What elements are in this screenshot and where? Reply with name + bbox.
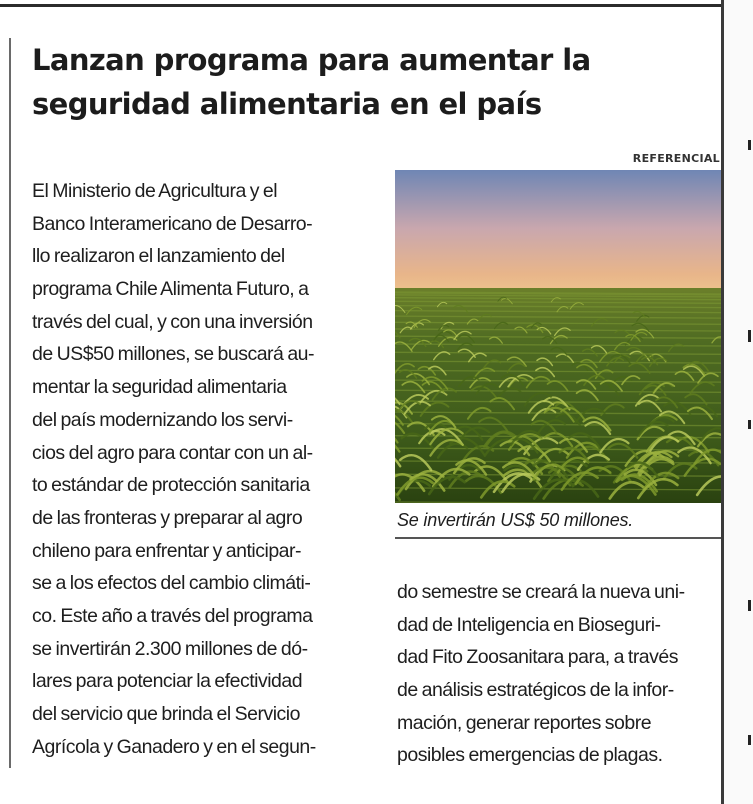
body-line: posibles emergencias de plagas.: [397, 744, 663, 767]
top-rule: [0, 4, 722, 7]
body-line: cios del agro para contar con un al-: [32, 441, 313, 464]
body-line: de las fronteras y preparar al agro: [32, 506, 303, 529]
body-line: dad Fito Zoosanitara para, a través: [397, 646, 678, 669]
cornfield-photo: [395, 170, 721, 503]
body-line: Agrícola y Ganadero y en el segun-: [32, 735, 316, 758]
headline-line: seguridad alimentaria en el país: [32, 87, 542, 121]
body-line: mación, generar reportes sobre: [397, 711, 652, 734]
adjacent-article-edge: [724, 0, 753, 804]
body-line: do semestre se creará la nueva uni-: [397, 581, 685, 603]
body-line: chileno para enfrentar y anticipar-: [32, 539, 301, 562]
adjacent-text-fragment: [748, 735, 751, 745]
body-line: llo realizaron el lanzamiento del: [32, 245, 285, 268]
body-line: to estándar de protección sanitaria: [32, 474, 310, 497]
adjacent-text-fragment: [748, 140, 751, 150]
body-line: co. Este año a través del programa: [32, 604, 313, 627]
headline-line: Lanzan programa para aumentar la: [32, 43, 591, 77]
body-line: de US$50 millones, se buscará au-: [32, 343, 314, 366]
adjacent-text-fragment: [748, 420, 751, 429]
photo-credit: REFERENCIAL: [632, 152, 720, 165]
body-line: lares para potenciar la efectividad: [32, 670, 303, 693]
body-line: se invertirán 2.300 millones de dó-: [32, 637, 308, 660]
column-left-rule: [9, 38, 11, 768]
body-column-right: [397, 576, 721, 772]
caption-rule: [395, 537, 721, 539]
body-line: programa Chile Alimenta Futuro, a: [32, 278, 309, 301]
body-line: mentar la seguridad alimentaria: [32, 376, 287, 399]
adjacent-text-fragment: [748, 600, 751, 611]
body-line: El Ministerio de Agricultura y el: [32, 180, 278, 202]
article-headline: [32, 38, 692, 126]
body-line: de análisis estratégicos de la infor-: [397, 679, 674, 702]
body-line: del país modernizando los servi-: [32, 408, 293, 431]
body-line: través del cual, y con una inversión: [32, 310, 313, 333]
body-line: del servicio que brinda el Servicio: [32, 703, 300, 725]
article-photo: [395, 170, 721, 503]
body-line: dad de Inteligencia en Bioseguri-: [397, 613, 661, 636]
body-column-left: [32, 175, 362, 763]
adjacent-text-fragment: [748, 330, 751, 342]
photo-caption: Se invertirán US$ 50 millones.: [397, 510, 634, 530]
body-line: Banco Interamericano de Desarro-: [32, 212, 313, 235]
body-line: se a los efectos del cambio climáti-: [32, 572, 311, 595]
